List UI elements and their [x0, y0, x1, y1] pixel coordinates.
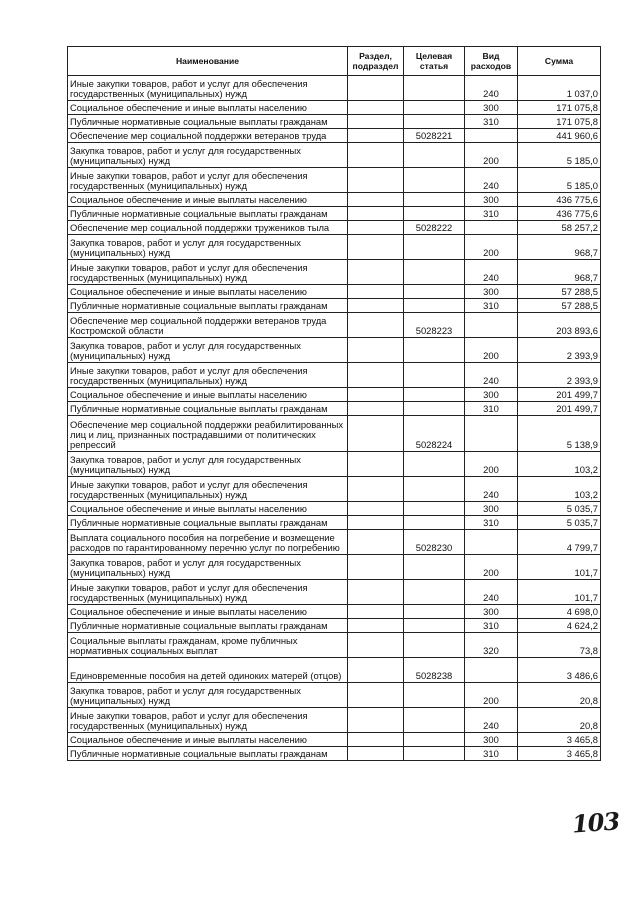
cell-name: Обеспечение мер социальной поддержки реабилитированных лиц и лиц, признанных пострадавшими от политических репрессий	[68, 416, 348, 452]
table-row	[68, 416, 601, 452]
cell-vid	[465, 658, 518, 683]
cell-summa: 2 393,9	[518, 363, 601, 388]
table-row	[68, 530, 601, 555]
cell-razdel	[348, 516, 404, 530]
table-row	[68, 502, 601, 516]
cell-vid	[465, 530, 518, 555]
table-row	[68, 221, 601, 235]
cell-razdel	[348, 388, 404, 402]
cell-statya	[404, 207, 465, 221]
cell-razdel	[348, 313, 404, 338]
cell-vid: 240	[465, 168, 518, 193]
cell-razdel	[348, 477, 404, 502]
cell-razdel	[348, 76, 404, 101]
cell-statya	[404, 115, 465, 129]
cell-vid: 200	[465, 452, 518, 477]
cell-statya	[404, 168, 465, 193]
table-row	[68, 193, 601, 207]
cell-razdel	[348, 633, 404, 658]
cell-razdel	[348, 115, 404, 129]
cell-statya	[404, 619, 465, 633]
cell-summa: 20,8	[518, 683, 601, 708]
cell-name: Социальное обеспечение и иные выплаты населению	[68, 733, 348, 747]
cell-razdel	[348, 129, 404, 143]
cell-name: Публичные нормативные социальные выплаты гражданам	[68, 516, 348, 530]
cell-razdel	[348, 299, 404, 313]
cell-summa: 5 035,7	[518, 502, 601, 516]
cell-razdel	[348, 708, 404, 733]
cell-name: Публичные нормативные социальные выплаты гражданам	[68, 619, 348, 633]
table-row	[68, 658, 601, 683]
cell-statya	[404, 76, 465, 101]
cell-summa: 968,7	[518, 260, 601, 285]
cell-statya: 5028238	[404, 658, 465, 683]
cell-name: Закупка товаров, работ и услуг для государственных (муниципальных) нужд	[68, 452, 348, 477]
table-row	[68, 260, 601, 285]
cell-vid	[465, 416, 518, 452]
cell-name: Социальные выплаты гражданам, кроме публичных нормативных социальных выплат	[68, 633, 348, 658]
cell-vid: 310	[465, 207, 518, 221]
table-row	[68, 747, 601, 761]
table-row	[68, 733, 601, 747]
cell-statya	[404, 605, 465, 619]
cell-vid: 240	[465, 708, 518, 733]
cell-razdel	[348, 619, 404, 633]
cell-name: Обеспечение мер социальной поддержки ветеранов труда Костромской области	[68, 313, 348, 338]
cell-vid: 240	[465, 580, 518, 605]
cell-vid: 200	[465, 235, 518, 260]
cell-name: Публичные нормативные социальные выплаты гражданам	[68, 207, 348, 221]
cell-summa: 1 037,0	[518, 76, 601, 101]
cell-name: Закупка товаров, работ и услуг для государственных (муниципальных) нужд	[68, 683, 348, 708]
cell-name: Закупка товаров, работ и услуг для государственных (муниципальных) нужд	[68, 235, 348, 260]
cell-summa: 3 486,6	[518, 658, 601, 683]
cell-vid: 200	[465, 143, 518, 168]
cell-name: Закупка товаров, работ и услуг для государственных (муниципальных) нужд	[68, 143, 348, 168]
cell-statya	[404, 299, 465, 313]
cell-statya	[404, 260, 465, 285]
cell-summa: 20,8	[518, 708, 601, 733]
header-summa: Сумма	[518, 47, 601, 76]
cell-statya	[404, 101, 465, 115]
table-row	[68, 207, 601, 221]
cell-vid: 310	[465, 402, 518, 416]
cell-summa: 201 499,7	[518, 402, 601, 416]
page-number: 103	[571, 806, 621, 839]
cell-name: Публичные нормативные социальные выплаты гражданам	[68, 115, 348, 129]
cell-statya	[404, 747, 465, 761]
cell-statya	[404, 402, 465, 416]
cell-vid: 300	[465, 193, 518, 207]
cell-summa: 58 257,2	[518, 221, 601, 235]
cell-vid: 310	[465, 516, 518, 530]
cell-name: Социальное обеспечение и иные выплаты населению	[68, 388, 348, 402]
cell-summa: 3 465,8	[518, 747, 601, 761]
cell-name: Единовременные пособия на детей одиноких матерей (отцов)	[68, 658, 348, 683]
cell-statya	[404, 477, 465, 502]
cell-razdel	[348, 221, 404, 235]
cell-statya	[404, 733, 465, 747]
cell-razdel	[348, 416, 404, 452]
cell-razdel	[348, 260, 404, 285]
cell-vid: 300	[465, 101, 518, 115]
cell-vid	[465, 129, 518, 143]
cell-name: Публичные нормативные социальные выплаты гражданам	[68, 402, 348, 416]
cell-summa: 2 393,9	[518, 338, 601, 363]
cell-summa: 968,7	[518, 235, 601, 260]
cell-summa: 4 698,0	[518, 605, 601, 619]
cell-vid: 320	[465, 633, 518, 658]
cell-vid: 310	[465, 115, 518, 129]
header-name: Наименование	[68, 47, 348, 76]
cell-statya	[404, 683, 465, 708]
cell-statya	[404, 633, 465, 658]
cell-statya: 5028222	[404, 221, 465, 235]
cell-razdel	[348, 402, 404, 416]
header-statya: Целевая статья	[404, 47, 465, 76]
cell-statya	[404, 502, 465, 516]
cell-summa: 4 799,7	[518, 530, 601, 555]
cell-summa: 171 075,8	[518, 101, 601, 115]
cell-vid: 240	[465, 260, 518, 285]
cell-vid: 300	[465, 502, 518, 516]
cell-razdel	[348, 338, 404, 363]
cell-vid: 300	[465, 733, 518, 747]
cell-vid: 240	[465, 477, 518, 502]
cell-summa: 201 499,7	[518, 388, 601, 402]
table-row	[68, 619, 601, 633]
cell-statya: 5028221	[404, 129, 465, 143]
table-row	[68, 683, 601, 708]
cell-name: Иные закупки товаров, работ и услуг для обеспечения государственных (муниципальных) нужд	[68, 708, 348, 733]
cell-statya	[404, 143, 465, 168]
budget-table	[67, 46, 601, 761]
table-row	[68, 605, 601, 619]
cell-vid: 310	[465, 747, 518, 761]
table-row	[68, 168, 601, 193]
cell-vid: 300	[465, 285, 518, 299]
cell-razdel	[348, 168, 404, 193]
table-row	[68, 363, 601, 388]
table-row	[68, 708, 601, 733]
cell-razdel	[348, 285, 404, 299]
cell-razdel	[348, 193, 404, 207]
cell-name: Обеспечение мер социальной поддержки ветеранов труда	[68, 129, 348, 143]
table-row	[68, 101, 601, 115]
cell-vid: 300	[465, 388, 518, 402]
cell-summa: 5 185,0	[518, 168, 601, 193]
cell-statya	[404, 708, 465, 733]
cell-razdel	[348, 452, 404, 477]
cell-name: Социальное обеспечение и иные выплаты населению	[68, 285, 348, 299]
cell-razdel	[348, 658, 404, 683]
table-row	[68, 338, 601, 363]
cell-razdel	[348, 101, 404, 115]
cell-summa: 5 138,9	[518, 416, 601, 452]
cell-name: Закупка товаров, работ и услуг для государственных (муниципальных) нужд	[68, 338, 348, 363]
cell-summa: 3 465,8	[518, 733, 601, 747]
cell-vid: 200	[465, 555, 518, 580]
cell-razdel	[348, 733, 404, 747]
cell-summa: 436 775,6	[518, 193, 601, 207]
table-row	[68, 129, 601, 143]
cell-summa: 4 624,2	[518, 619, 601, 633]
table-row	[68, 388, 601, 402]
cell-statya	[404, 452, 465, 477]
cell-razdel	[348, 683, 404, 708]
cell-summa: 57 288,5	[518, 285, 601, 299]
cell-vid	[465, 221, 518, 235]
cell-summa: 101,7	[518, 580, 601, 605]
cell-razdel	[348, 605, 404, 619]
table-row	[68, 285, 601, 299]
table-row	[68, 555, 601, 580]
cell-summa: 73,8	[518, 633, 601, 658]
cell-razdel	[348, 747, 404, 761]
cell-summa: 436 775,6	[518, 207, 601, 221]
cell-statya	[404, 285, 465, 299]
table-row	[68, 580, 601, 605]
table-row	[68, 115, 601, 129]
table-row	[68, 76, 601, 101]
cell-razdel	[348, 363, 404, 388]
table-body	[68, 76, 601, 761]
table-row	[68, 402, 601, 416]
cell-vid: 310	[465, 299, 518, 313]
table-row	[68, 477, 601, 502]
cell-summa: 5 185,0	[518, 143, 601, 168]
cell-razdel	[348, 555, 404, 580]
cell-name: Закупка товаров, работ и услуг для государственных (муниципальных) нужд	[68, 555, 348, 580]
cell-summa: 203 893,6	[518, 313, 601, 338]
cell-statya	[404, 235, 465, 260]
cell-razdel	[348, 235, 404, 260]
cell-name: Иные закупки товаров, работ и услуг для обеспечения государственных (муниципальных) нужд	[68, 477, 348, 502]
cell-statya: 5028223	[404, 313, 465, 338]
cell-summa: 5 035,7	[518, 516, 601, 530]
cell-statya	[404, 193, 465, 207]
cell-summa: 57 288,5	[518, 299, 601, 313]
cell-name: Выплата социального пособия на погребение и возмещение расходов по гарантированному перечню услуг по погребению	[68, 530, 348, 555]
cell-statya	[404, 580, 465, 605]
cell-razdel	[348, 580, 404, 605]
cell-razdel	[348, 207, 404, 221]
cell-name: Социальное обеспечение и иные выплаты населению	[68, 193, 348, 207]
table-row	[68, 235, 601, 260]
cell-statya	[404, 363, 465, 388]
cell-name: Иные закупки товаров, работ и услуг для обеспечения государственных (муниципальных) нужд	[68, 76, 348, 101]
cell-vid: 240	[465, 76, 518, 101]
cell-statya	[404, 388, 465, 402]
cell-vid: 200	[465, 338, 518, 363]
cell-name: Обеспечение мер социальной поддержки тружеников тыла	[68, 221, 348, 235]
cell-summa: 171 075,8	[518, 115, 601, 129]
header-razdel: Раздел, подраздел	[348, 47, 404, 76]
header-vid: Вид расходов	[465, 47, 518, 76]
cell-summa: 101,7	[518, 555, 601, 580]
cell-name: Публичные нормативные социальные выплаты гражданам	[68, 299, 348, 313]
table-row	[68, 452, 601, 477]
cell-statya: 5028230	[404, 530, 465, 555]
cell-statya	[404, 555, 465, 580]
cell-vid: 300	[465, 605, 518, 619]
table-row	[68, 143, 601, 168]
cell-statya: 5028224	[404, 416, 465, 452]
cell-name: Публичные нормативные социальные выплаты гражданам	[68, 747, 348, 761]
cell-vid: 200	[465, 683, 518, 708]
cell-name: Социальное обеспечение и иные выплаты населению	[68, 605, 348, 619]
cell-name: Социальное обеспечение и иные выплаты населению	[68, 502, 348, 516]
cell-statya	[404, 338, 465, 363]
cell-name: Иные закупки товаров, работ и услуг для обеспечения государственных (муниципальных) нужд	[68, 580, 348, 605]
table-row	[68, 299, 601, 313]
cell-summa: 103,2	[518, 452, 601, 477]
cell-razdel	[348, 502, 404, 516]
table-header	[68, 47, 601, 76]
cell-name: Социальное обеспечение и иные выплаты населению	[68, 101, 348, 115]
cell-razdel	[348, 143, 404, 168]
cell-name: Иные закупки товаров, работ и услуг для обеспечения государственных (муниципальных) нужд	[68, 168, 348, 193]
cell-name: Иные закупки товаров, работ и услуг для обеспечения государственных (муниципальных) нужд	[68, 363, 348, 388]
table-row	[68, 516, 601, 530]
cell-vid	[465, 313, 518, 338]
cell-vid: 240	[465, 363, 518, 388]
table-row	[68, 633, 601, 658]
cell-summa: 441 960,6	[518, 129, 601, 143]
table-row	[68, 313, 601, 338]
cell-vid: 310	[465, 619, 518, 633]
cell-statya	[404, 516, 465, 530]
cell-name: Иные закупки товаров, работ и услуг для обеспечения государственных (муниципальных) нужд	[68, 260, 348, 285]
cell-razdel	[348, 530, 404, 555]
cell-summa: 103,2	[518, 477, 601, 502]
